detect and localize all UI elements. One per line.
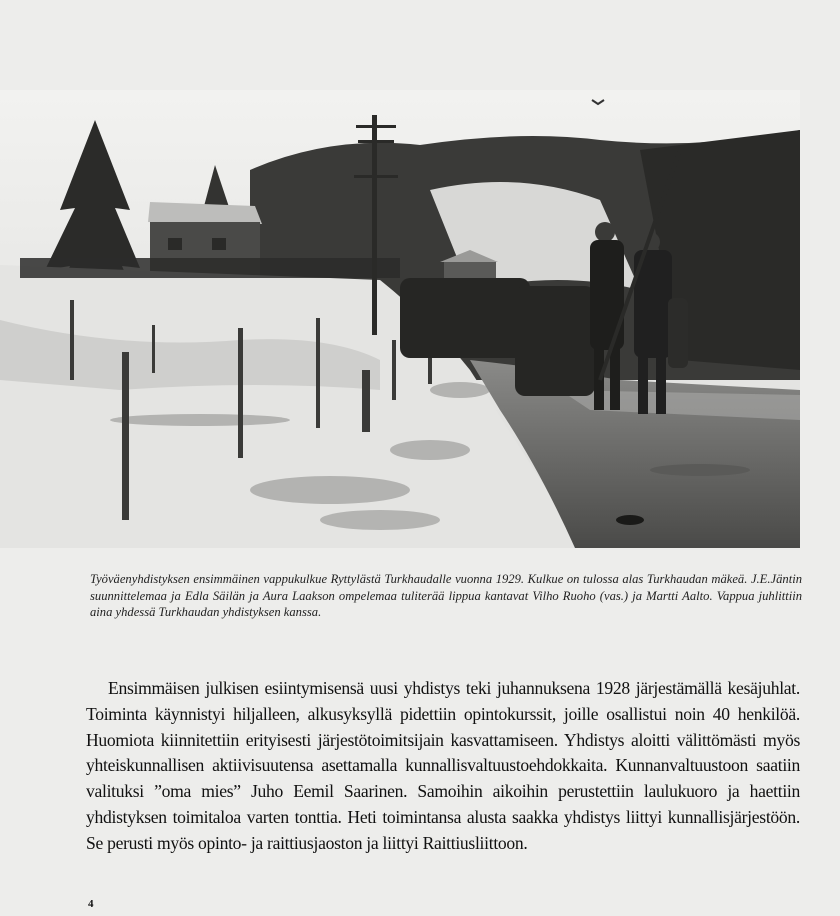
body-paragraph: Ensimmäisen julkisen esiintymisensä uusi yhdistys teki juhannuksena 1928 järjestämällä kesäjuhlat. Toiminta käynnistyi hiljalleen, alkusyksyllä pidettiin opintokurssit, joille osallistui noin 40 henkilöä. Huomiota kiinnitettiin erityisesti järjestötoimitsijain kasvattamiseen. Yhdistys aloitti välittömästi myös yhteiskunnallisen aktiivisuutensa asettamalla kunnallisvaltuustoehdokkaita. Kunnanvaltuustoon saatiin valituksi ”oma mies” Juho Eemil Saarinen. Samoihin aikoihin perustettiin laulukuoro ja haettiin yhdistyksen toimitaloa varten tonttia. Heti toimintansa alusta saakka yhdistys liittyi kunnallisjärjestöön. Se perusti myös opinto- ja raittiusjaoston ja liittyi Raittiusliittoon.: [86, 678, 800, 853]
page-number: 4: [88, 898, 94, 910]
photo-distant-crowd: [20, 258, 400, 278]
historical-photo: [0, 90, 800, 548]
photo-telephone-pole: [372, 115, 377, 335]
photo-caption: Työväenyhdistyksen ensimmäinen vappukulkue Ryttylästä Turkhaudalle vuonna 1929. Kulkue on tulossa alas Turkhaudan mäkeä. J.E.Jäntin suunnittelemaa ja Edla Säilän ja Aura Laakson ompelemaa tuliterää lippua kantavat Vilho Ruoho (vas.) ja Martti Aalto. Vappua juhlittiin aina yhdessä Turkhaudan yhdistyksen kanssa.: [90, 572, 802, 619]
